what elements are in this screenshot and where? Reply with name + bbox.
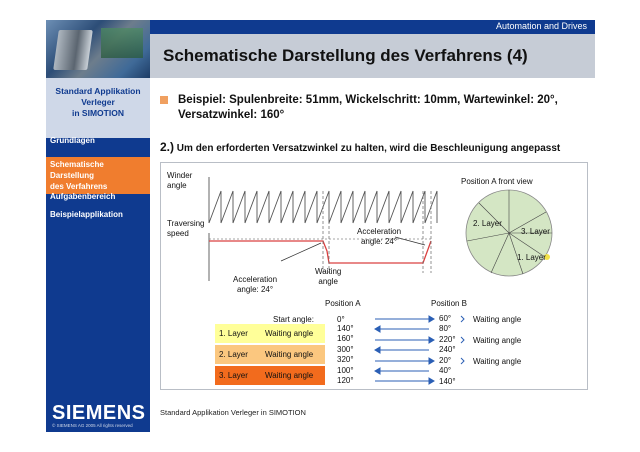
sidebar-title-line-3: in SIMOTION	[72, 108, 124, 118]
sidebar	[46, 20, 150, 432]
point-2	[160, 140, 560, 154]
pie-label-layer-1: 1. Layer	[517, 253, 546, 262]
pie-label-layer-3: 3. Layer	[521, 227, 550, 236]
position-b-waiting: Waiting angle	[473, 315, 522, 324]
point-2-number: 2.)	[160, 140, 175, 154]
sidebar-item-beispielapplikation[interactable]: Beispielapplikation	[50, 210, 123, 219]
layer-1-angle-a-top: 140°	[337, 324, 354, 333]
layer-3-angle-a-bottom: 120°	[337, 376, 354, 385]
position-b-value: 20°	[439, 356, 452, 365]
layer-row-name: 3. Layer	[219, 371, 248, 380]
start-angle-label: Start angle:	[273, 315, 314, 324]
sidebar-title	[46, 78, 150, 138]
layer-row-waiting: Waiting angle	[265, 371, 314, 380]
front-view-title: Position A front view	[461, 177, 533, 186]
winder-angle-line: angle	[167, 181, 187, 190]
position-b-waiting: Waiting angle	[473, 336, 522, 345]
layer-row-waiting: Waiting angle	[265, 350, 314, 359]
sidebar-item-aufgabenbereich[interactable]: Aufgabenbereich	[50, 192, 116, 201]
position-arrows	[375, 316, 434, 384]
position-b-value: 240°	[439, 345, 456, 354]
pie-label-layer-2: 2. Layer	[473, 219, 502, 228]
waiting-braces	[461, 316, 464, 364]
accel-left-pointer	[281, 243, 321, 261]
point-2-text: Um den erforderten Versatzwinkel zu halten, wird die Beschleunigung angepasst	[176, 143, 561, 154]
layer-row-3	[215, 366, 325, 385]
layer-row-waiting: Waiting angle	[265, 329, 314, 338]
waiting-angle-label	[315, 267, 341, 287]
layer-row-name: 1. Layer	[219, 329, 248, 338]
brace-icon	[461, 316, 464, 322]
brace-icon	[461, 337, 464, 343]
position-b-value: 80°	[439, 324, 452, 333]
position-b-value: 40°	[439, 366, 452, 375]
waiting-line: angle	[318, 277, 338, 286]
layer-row-2	[215, 345, 325, 364]
copyright-text: © SIEMENS AG 2005 All rights reserved	[52, 423, 133, 428]
accel-left-line: angle: 24°	[236, 285, 274, 294]
siemens-logo: SIEMENS	[52, 402, 146, 424]
page-title: Schematische Darstellung des Verfahrens (4)	[163, 46, 528, 65]
sidebar-item-label: des Verfahrens	[50, 182, 108, 191]
layer-row-1	[215, 324, 325, 343]
arrow-head	[375, 326, 380, 332]
top-bar	[150, 20, 595, 34]
position-b-header: Position B	[431, 299, 468, 308]
position-b-value: 60°	[439, 314, 452, 323]
arrow-head	[375, 347, 380, 353]
layer-row-name: 2. Layer	[219, 350, 248, 359]
traversing-speed-label	[167, 219, 205, 239]
header-photo	[46, 20, 150, 78]
position-b-value: 220°	[439, 335, 456, 344]
accel-right-line: angle: 24°	[360, 237, 398, 246]
layer-2-angle-a-top: 300°	[337, 345, 354, 354]
sidebar-item-label: Schematische Darstellung	[50, 160, 104, 180]
footer-text: Standard Applikation Verleger in SIMOTION	[160, 408, 306, 417]
winder-angle-label	[167, 171, 192, 191]
layer-2-angle-a-bottom: 320°	[337, 355, 354, 364]
start-angle-value: 0°	[337, 315, 345, 324]
accel-right-label	[357, 227, 401, 247]
arrow-head	[429, 378, 434, 384]
position-a-header: Position A	[325, 299, 361, 308]
sidebar-item-schematische-darstellung[interactable]	[46, 157, 150, 194]
brand-tagline: Automation and Drives	[495, 21, 587, 31]
arrow-head	[429, 316, 434, 322]
accel-left-label	[233, 275, 277, 295]
layer-1-angle-a-bottom: 160°	[337, 334, 354, 343]
winder-angle-line: Winder	[167, 171, 193, 180]
sidebar-title-line-2: Verleger	[81, 97, 115, 107]
accel-right-line: Acceleration	[357, 227, 402, 236]
layer-3-angle-a-top: 100°	[337, 366, 354, 375]
diagram-panel	[160, 162, 588, 390]
position-b-waiting: Waiting angle	[473, 357, 522, 366]
arrow-head	[375, 368, 380, 374]
accel-left-line: Acceleration	[233, 275, 278, 284]
arrow-head	[429, 358, 434, 364]
sidebar-title-line-1: Standard Applikation	[55, 86, 141, 96]
sidebar-item-grundlagen[interactable]: Grundlagen	[50, 136, 95, 145]
bullet-square-icon	[160, 96, 168, 104]
arrow-head	[429, 337, 434, 343]
brace-icon	[461, 358, 464, 364]
traversing-speed-line: speed	[167, 229, 189, 238]
waiting-line: Waiting	[315, 267, 342, 276]
bullet-text: Beispiel: Spulenbreite: 51mm, Wickelschritt: 10mm, Wartewinkel: 20°, Versatzwinkel: 160°	[178, 94, 558, 121]
position-b-value: 140°	[439, 377, 456, 386]
traversing-speed-line: Traversing	[167, 219, 205, 228]
